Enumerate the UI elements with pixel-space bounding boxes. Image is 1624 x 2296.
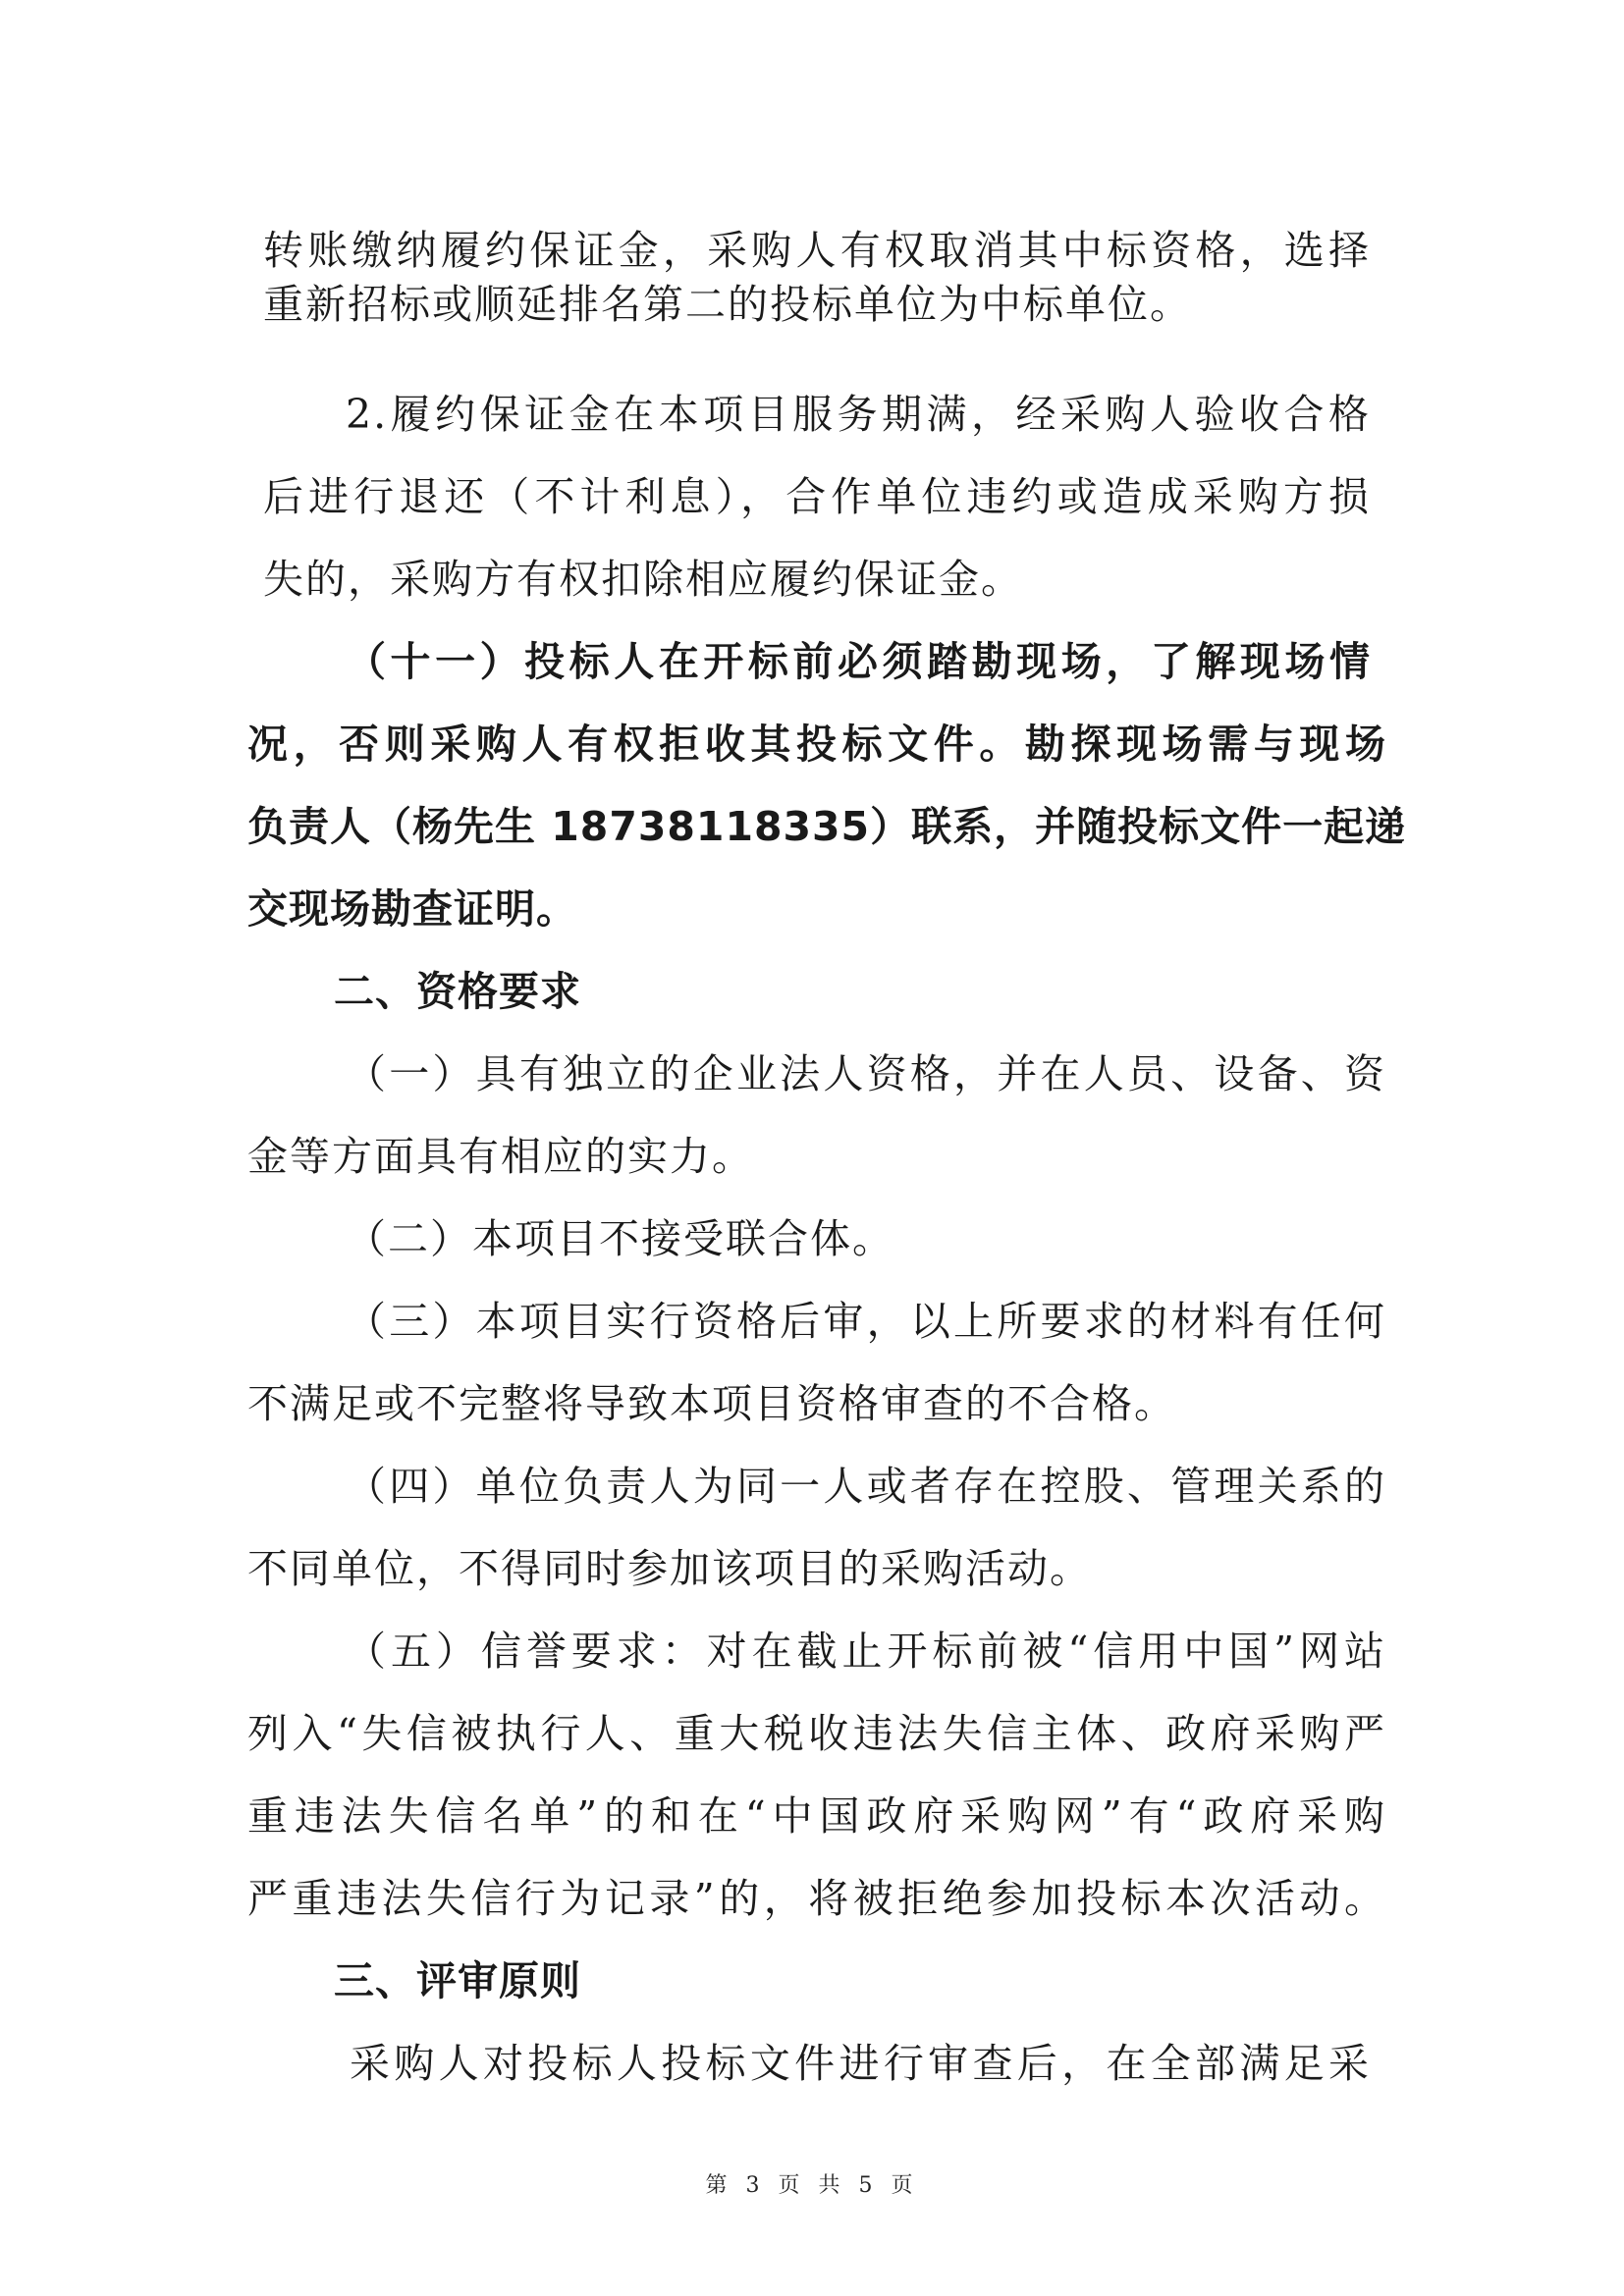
bold-paragraph-line: 况，否则采购人有权拒收其投标文件。勘探现场需与现场 xyxy=(247,721,1386,768)
paragraph-line: （一）具有独立的企业法人资格，并在人员、设备、资 xyxy=(346,1050,1386,1097)
section-heading: 三、评审原则 xyxy=(334,1957,581,2004)
paragraph-line: 2.履约保证金在本项目服务期满，经采购人验收合格 xyxy=(346,391,1371,438)
paragraph-line: 不满足或不完整将导致本项目资格审查的不合格。 xyxy=(247,1380,1176,1427)
paragraph-line: 列入“失信被执行人、重大税收违法失信主体、政府采购严 xyxy=(247,1710,1386,1757)
paragraph-line: （五）信誉要求：对在截止开标前被“信用中国”网站 xyxy=(346,1628,1386,1675)
paragraph-line: 不同单位，不得同时参加该项目的采购活动。 xyxy=(247,1545,1092,1592)
bold-paragraph-line: 负责人（杨先生 18738118335）联系，并随投标文件一起递 xyxy=(247,803,1407,850)
paragraph-line: 采购人对投标人投标文件进行审查后，在全部满足采 xyxy=(350,2040,1371,2087)
bold-paragraph-line: 交现场勘查证明。 xyxy=(247,885,577,933)
bold-paragraph-line: （十一）投标人在开标前必须踏勘现场，了解现场情 xyxy=(346,638,1371,685)
paragraph-line: 转账缴纳履约保证金，采购人有权取消其中标资格，选择 xyxy=(263,227,1371,274)
paragraph-line: 严重违法失信行为记录”的，将被拒绝参加投标本次活动。 xyxy=(247,1875,1386,1922)
page-footer: 第 3 页 共 5 页 xyxy=(705,2173,919,2198)
paragraph-line: 重新招标或顺延排名第二的投标单位为中标单位。 xyxy=(263,281,1192,328)
paragraph-line: （二）本项目不接受联合体。 xyxy=(346,1215,894,1262)
paragraph-line: 失的，采购方有权扣除相应履约保证金。 xyxy=(263,556,1023,603)
paragraph-line: （四）单位负责人为同一人或者存在控股、管理关系的 xyxy=(346,1463,1386,1510)
paragraph-line: 重违法失信名单”的和在“中国政府采购网”有“政府采购 xyxy=(247,1792,1386,1840)
section-heading: 二、资格要求 xyxy=(334,968,581,1015)
paragraph-line: 金等方面具有相应的实力。 xyxy=(247,1133,754,1180)
paragraph-line: （三）本项目实行资格后审，以上所要求的材料有任何 xyxy=(346,1298,1386,1345)
paragraph-line: 后进行退还（不计利息），合作单位违约或造成采购方损 xyxy=(263,473,1371,520)
